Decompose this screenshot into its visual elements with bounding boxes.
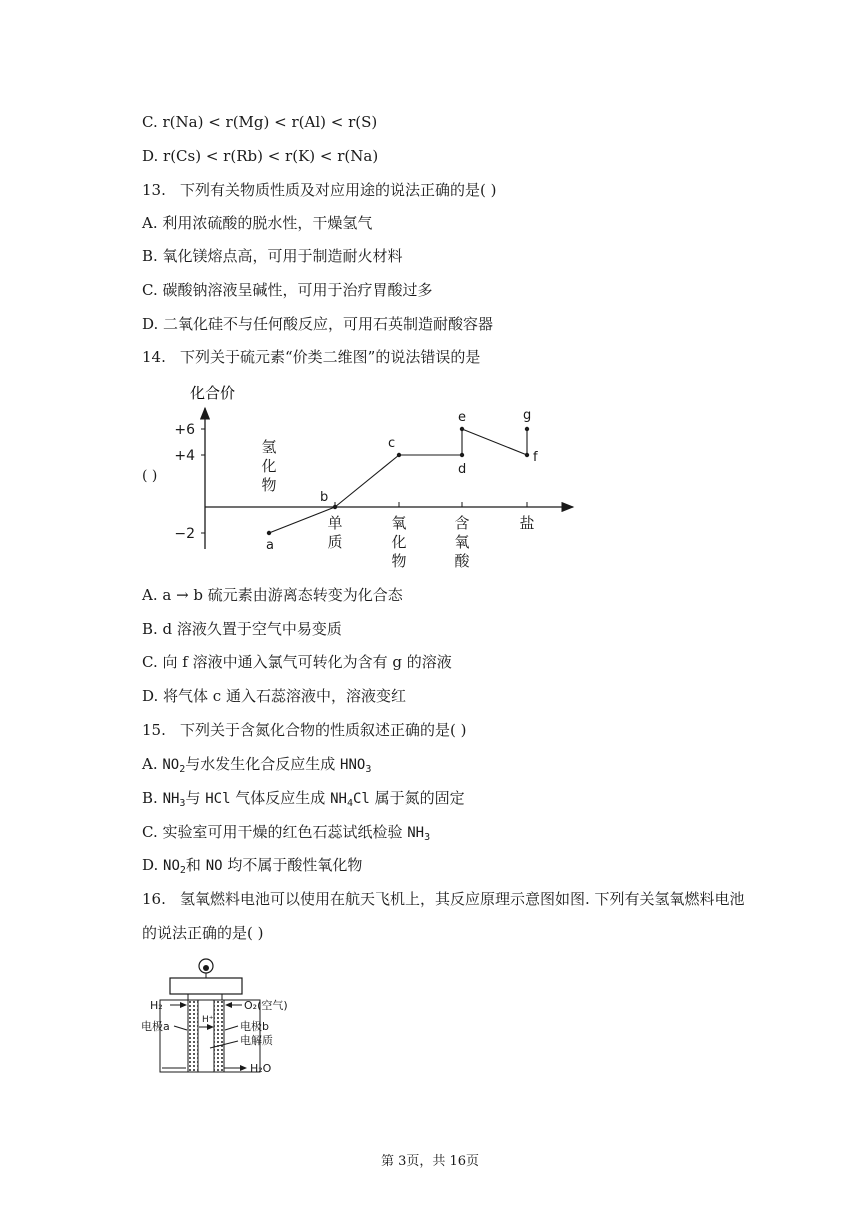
option-letter: D. <box>142 856 164 874</box>
question-number: 15. <box>142 721 166 739</box>
y-axis-label: 化合价 <box>190 384 236 402</box>
q14-option-c: C. 向 f 溶液中通入氯气可转化为含有 g 的溶液 <box>142 653 452 671</box>
point-b <box>333 505 337 509</box>
electrode-a-bar <box>188 1000 198 1072</box>
q13-option-a: A. 利用浓硫酸的脱水性，干燥氢气 <box>142 214 373 232</box>
point-a <box>267 531 271 535</box>
question-number: 16. <box>142 890 166 908</box>
q15-option-c <box>142 822 430 843</box>
formula: NO <box>205 858 223 874</box>
point-g <box>525 427 529 431</box>
question-16-continued: 的说法正确的是( ) <box>142 924 264 942</box>
series-line <box>462 429 527 455</box>
y-tick-label: −2 <box>174 526 195 542</box>
formula: $NH_4Cl$ <box>330 791 370 809</box>
formula: $NH_3$ <box>407 825 431 843</box>
point-label-g: g <box>523 408 532 423</box>
external-circuit <box>170 978 242 994</box>
q15-option-a <box>142 754 371 775</box>
option-letter: B. <box>142 789 163 807</box>
q13-option-b: B. 氧化镁熔点高，可用于制造耐火材料 <box>142 247 403 265</box>
h2-label: H₂ <box>150 999 163 1012</box>
point-f <box>525 453 529 457</box>
formula: $NH_3$ <box>162 791 186 809</box>
formula: $NO_2$ <box>163 858 186 876</box>
h2o-label: H₂O <box>250 1062 272 1075</box>
question-15 <box>142 720 466 740</box>
point-d <box>460 453 464 457</box>
question-stem: 下列关于含氮化合物的性质叙述正确的是( ) <box>180 721 467 739</box>
formula: $HNO_3$ <box>340 757 372 775</box>
x-tick-label: 盐 <box>519 514 535 532</box>
page-footer: 第 3页，共 16页 <box>380 1154 480 1169</box>
option-text: 与 <box>185 789 206 807</box>
question-stem: 氢氧燃料电池可以使用在航天飞机上，其反应原理示意图如图. 下列有关氢氧燃料电池 <box>180 890 745 908</box>
question-number: 14. <box>142 348 166 366</box>
point-label-e: e <box>458 410 466 425</box>
q13-option-d: D. 二氧化硅不与任何酸反应，可用石英制造耐酸容器 <box>142 315 494 333</box>
answer-paren: ( ) <box>142 468 158 484</box>
point-c <box>397 453 401 457</box>
q12-option-d: D. r(Cs) < r(Rb) < r(K) < r(Na) <box>142 147 379 165</box>
option-text: 与水发生化合反应生成 <box>185 755 341 773</box>
option-text: 均不属于酸性氧化物 <box>222 856 363 874</box>
point-label-f: f <box>533 450 538 465</box>
series-line <box>335 455 399 507</box>
x-tick-label: 氧化物 <box>391 514 407 570</box>
bulb-icon <box>199 959 213 978</box>
q14-option-b: B. d 溶液久置于空气中易变质 <box>142 620 342 638</box>
o2-label: O₂(空气) <box>244 999 288 1012</box>
point-label-c: c <box>388 436 396 451</box>
question-number: 13. <box>142 181 166 199</box>
point-e <box>460 427 464 431</box>
electrode-a-label: 电极a <box>141 1020 170 1033</box>
point-label-a: a <box>266 538 274 553</box>
option-text: C. 实验室可用干燥的红色石蕊试纸检验 <box>142 823 408 841</box>
q14-option-a: A. a → b 硫元素由游离态转变为化合态 <box>142 586 403 604</box>
q15-option-b <box>142 788 465 809</box>
q15-option-d <box>142 855 362 876</box>
valence-class-chart <box>0 0 860 600</box>
formula: HCl <box>205 791 231 807</box>
option-text: 气体反应生成 <box>230 789 331 807</box>
series-line <box>269 507 335 533</box>
hplus-label: H⁺ <box>202 1015 214 1025</box>
electrolyte-label: 电解质 <box>240 1034 273 1047</box>
x-tick-label: 含氧酸 <box>454 514 470 570</box>
electrode-b-bar <box>214 1000 224 1072</box>
hydride-label: 氢化物 <box>261 438 277 494</box>
q12-option-c: C. r(Na) < r(Mg) < r(Al) < r(S) <box>142 113 378 131</box>
y-tick-label: +4 <box>174 448 195 464</box>
q14-option-d: D. 将气体 c 通入石蕊溶液中，溶液变红 <box>142 687 406 705</box>
y-tick-label: +6 <box>174 422 195 438</box>
q13-option-c: C. 碳酸钠溶液呈碱性，可用于治疗胃酸过多 <box>142 281 433 299</box>
electrode-b-label: 电极b <box>240 1020 269 1033</box>
question-stem: 下列有关物质性质及对应用途的说法正确的是( ) <box>180 181 497 199</box>
option-letter: A. <box>142 755 163 773</box>
point-label-b: b <box>320 490 329 505</box>
option-text: 和 <box>185 856 206 874</box>
formula: $NO_2$ <box>162 757 186 775</box>
x-tick-label: 单质 <box>327 514 343 551</box>
question-16 <box>142 889 745 909</box>
point-label-d: d <box>458 462 467 477</box>
question-stem: 下列关于硫元素“价类二维图”的说法错误的是 <box>180 348 481 366</box>
option-text: 属于氮的固定 <box>369 789 465 807</box>
cell-outline <box>160 1000 260 1072</box>
